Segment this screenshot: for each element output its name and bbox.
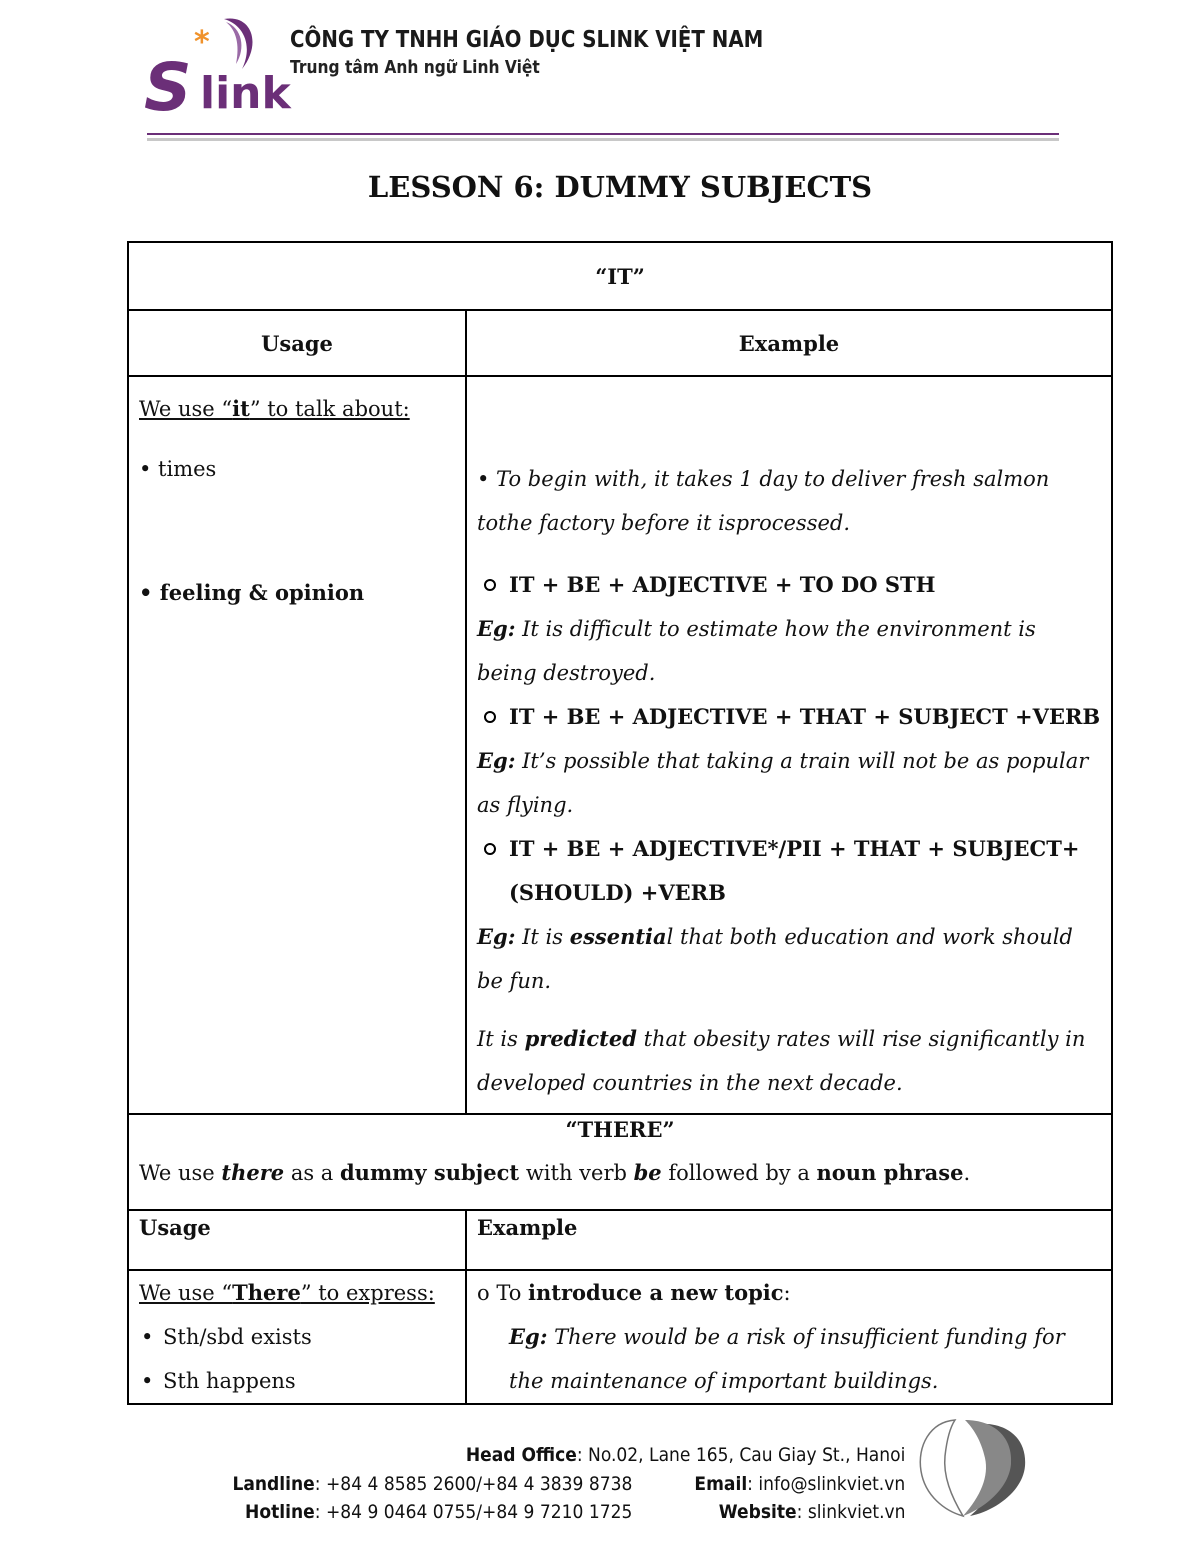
there-usage-item-happens: • Sth happens	[139, 1359, 455, 1403]
it-formula-2: IT + BE + ADJECTIVE + THAT + SUBJECT +VERB	[477, 695, 1101, 739]
footer-hotline: Hotline: +84 9 0464 0755/+84 9 7210 1725	[244, 1501, 632, 1523]
it-example-header: Example	[466, 310, 1112, 376]
slink-logo	[142, 14, 292, 114]
page-footer	[0, 1400, 1200, 1553]
it-example-4: It is predicted that obesity rates will rise significantly in developed countries in the next decade.	[477, 1026, 1086, 1095]
there-description: We use there as a dummy subject with verb be followed by a noun phrase.	[139, 1160, 971, 1185]
there-example: Eg: There would be a risk of insufficient funding for the maintenance of important buildings.	[509, 1324, 1065, 1393]
it-formula-1: IT + BE + ADJECTIVE + TO DO STH	[477, 563, 1101, 607]
svg-text:S: S	[144, 49, 192, 114]
there-usage-header: Usage	[128, 1210, 466, 1270]
there-example-cell	[466, 1270, 1112, 1404]
it-example-1: Eg: It is difficult to estimate how the environment is being destroyed.	[477, 616, 1036, 685]
company-name: CÔNG TY TNHH GIÁO DỤC SLINK VIỆT NAM	[290, 27, 764, 53]
it-usage-times: • times	[139, 457, 217, 481]
header-divider-shadow	[147, 138, 1059, 141]
svg-text:*: *	[194, 25, 210, 60]
there-usage-item-exists: • Sth/sbd exists	[139, 1315, 455, 1359]
footer-logo-icon	[915, 1416, 1030, 1521]
there-example-header: Example	[466, 1210, 1112, 1270]
it-formula-3: IT + BE + ADJECTIVE*/PII + THAT + SUBJECT+ (SHOULD) +VERB	[477, 827, 1101, 915]
footer-landline: Landline: +84 4 8585 2600/+84 4 3839 8738	[232, 1473, 632, 1495]
it-usage-intro: We use “it” to talk about:	[139, 396, 410, 421]
footer-website: Website: slinkviet.vn	[718, 1501, 905, 1523]
footer-email: Email: info@slinkviet.vn	[694, 1473, 905, 1495]
svg-text:link: link	[200, 68, 291, 114]
it-usage-cell	[128, 376, 466, 1114]
header-divider	[147, 133, 1059, 135]
footer-head-office: Head Office: No.02, Lane 165, Cau Giay St., Hanoi	[465, 1444, 905, 1466]
it-usage-header: Usage	[128, 310, 466, 376]
there-example-intro: o To introduce a new topic:	[477, 1280, 791, 1305]
there-section-heading: “THERE”	[565, 1117, 675, 1142]
it-example-3: Eg: It is essential that both education and work should be fun.	[477, 924, 1073, 993]
lesson-table	[127, 241, 1113, 1405]
page-header	[0, 0, 1200, 150]
there-usage-intro: We use “There” to express:	[139, 1280, 435, 1305]
there-section-heading-cell	[128, 1114, 1112, 1210]
it-example-cell	[466, 376, 1112, 1114]
company-subtitle: Trung tâm Anh ngữ Linh Việt	[290, 57, 540, 78]
it-example-2: Eg: It’s possible that taking a train will not be as popular as flying.	[477, 748, 1089, 817]
it-example-times: • To begin with, it takes 1 day to deliver fresh salmon tothe factory before it isprocessed.	[477, 467, 1050, 535]
page-title: LESSON 6: DUMMY SUBJECTS	[367, 170, 873, 204]
there-usage-cell	[128, 1270, 466, 1404]
it-section-heading: “IT”	[128, 242, 1112, 310]
it-usage-feeling: • feeling & opinion	[139, 580, 365, 605]
